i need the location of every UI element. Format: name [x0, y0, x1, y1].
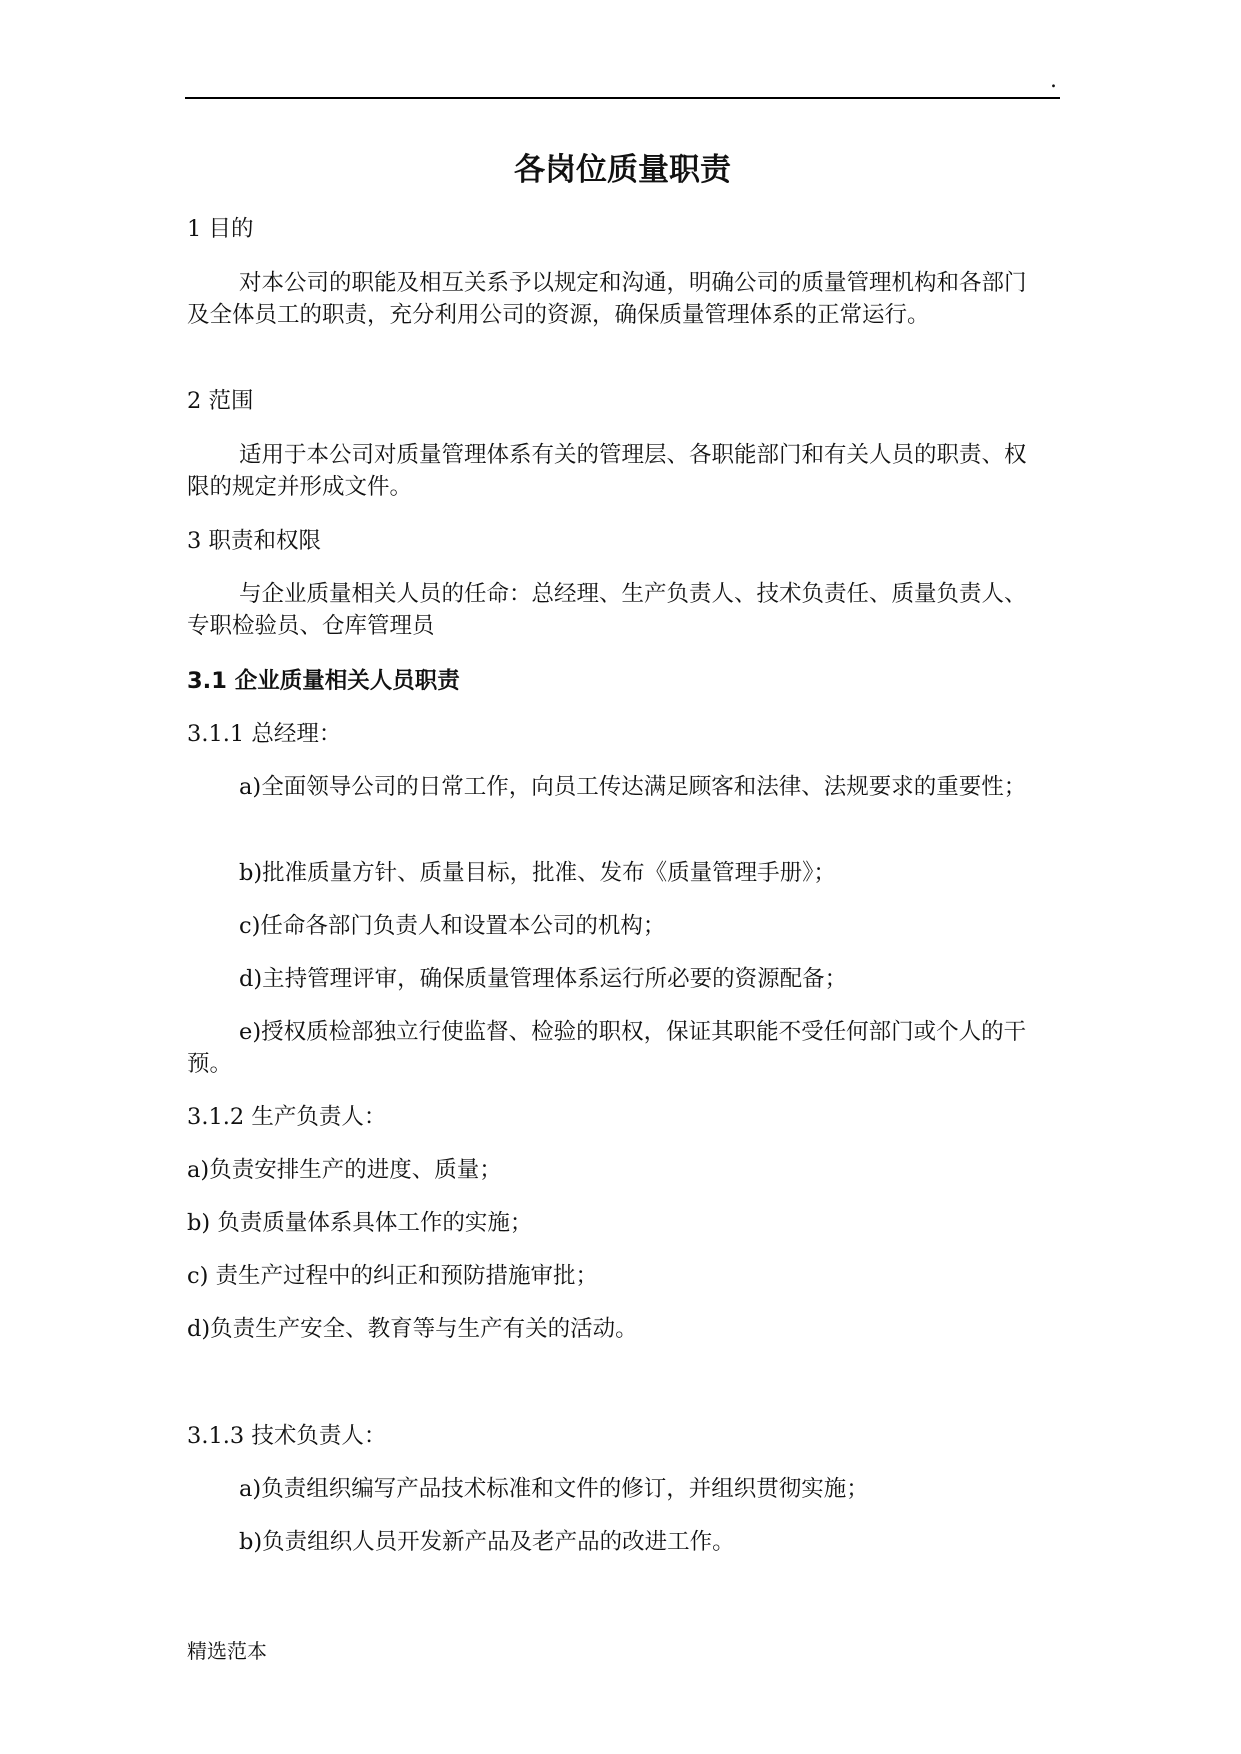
gm-item-a: a)全面领导公司的日常工作，向员工传达满足顾客和法律、法规要求的重要性； [239, 774, 1027, 800]
section-purpose-body: 对本公司的职能及相互关系予以规定和沟通，明确公司的质量管理机构和各部门及全体员工的职责，充分利用公司的资源，确保质量管理体系的正常运行。 [187, 270, 1027, 328]
section-scope-body: 适用于本公司对质量管理体系有关的管理层、各职能部门和有关人员的职责、权限的规定并形成文件。 [187, 442, 1027, 500]
section-3-1-heading: 3.1 企业质量相关人员职责 [187, 668, 460, 694]
page-footer: 精选范本 [187, 1639, 267, 1663]
gm-item-b: b)批准质量方针、质量目标，批准、发布《质量管理手册》； [239, 860, 836, 886]
gm-item-d: d)主持管理评审，确保质量管理体系运行所必要的资源配备； [239, 966, 848, 992]
prod-item-a: a)负责安排生产的进度、质量； [187, 1157, 502, 1183]
header-dot: . [1050, 68, 1057, 93]
gm-heading: 3.1.1 总经理： [187, 721, 342, 747]
prod-heading: 3.1.2 生产负责人： [187, 1104, 387, 1130]
section-purpose-heading: 1 目的 [187, 216, 254, 242]
prod-item-c: c) 责生产过程中的纠正和预防措施审批； [187, 1263, 599, 1289]
prod-item-b: b) 负责质量体系具体工作的实施； [187, 1210, 533, 1236]
tech-heading: 3.1.3 技术负责人： [187, 1423, 387, 1449]
page-title: 各岗位质量职责 [514, 152, 731, 188]
section-duties-body: 与企业质量相关人员的任命：总经理、生产负责人、技术负责任、质量负责人、专职检验员、仓库管理员 [187, 581, 1027, 639]
prod-item-d: d)负责生产安全、教育等与生产有关的活动。 [187, 1316, 638, 1342]
gm-item-c: c)任命各部门负责人和设置本公司的机构； [239, 913, 666, 939]
tech-item-a: a)负责组织编写产品技术标准和文件的修订，并组织贯彻实施； [239, 1476, 869, 1502]
section-scope-heading: 2 范围 [187, 388, 254, 414]
gm-item-e: e)授权质检部独立行使监督、检验的职权，保证其职能不受任何部门或个人的干预。 [187, 1019, 1027, 1077]
tech-item-b: b)负责组织人员开发新产品及老产品的改进工作。 [239, 1529, 735, 1555]
header-rule [185, 97, 1060, 99]
section-duties-heading: 3 职责和权限 [187, 528, 321, 554]
